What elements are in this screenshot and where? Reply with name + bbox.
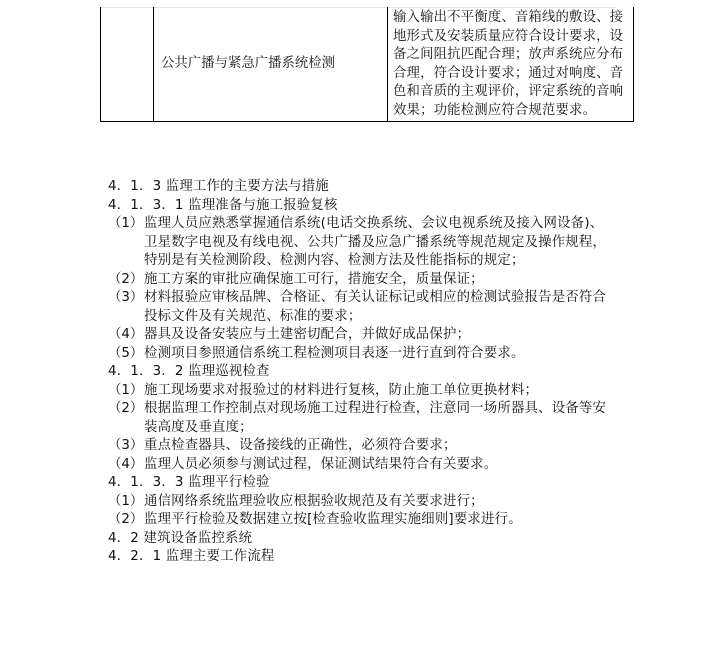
inspection-table [100,7,634,122]
list-item-number: （4） [108,456,144,472]
table-cell-item: 公共广播与紧急广播系统检测 [154,7,388,122]
section-heading-4-1-3-3: 4．1．3．3 监理平行检验 [108,475,270,490]
table-cell-requirement: 输入输出不平衡度、音箱线的敷设、接地形式及安装质量应符合设计要求，设备之间阻抗匹配合理；放声系统应分布合理，符合设计要求；通过对响度、音色和音质的主观评价，评定系统的音响效果；功能检测应符合规范要求。 [388,7,634,122]
list-item-text: 器具及设备安装应与土建密切配合，并做好成品保护； [144,327,471,342]
list-item [108,437,616,456]
list-item [108,511,616,530]
list-item-text: 监理人员应熟悉掌握通信系统(电话交换系统、会议电视系统及接入网设备)、卫星数字电视及有线电视、公共广播及应急广播系统等规范规定及操作规程，特别是有关检测阶段、检测内容、检测方法及性能指标的规定； [144,216,607,268]
table-cell-index [101,7,154,122]
list-item-text: 监理平行检验及数据建立按[检查验收监理实施细则]要求进行。 [144,512,522,527]
list-item-text: 施工方案的审批应确保施工可行，措施安全，质量保证； [144,271,484,287]
list-item-number: （3） [108,438,144,453]
section-heading-4-2: 4．2 建筑设备监控系统 [108,530,253,546]
list-item-number: （1） [108,493,144,509]
list-item [108,326,616,345]
section-heading-4-1-3-1: 4．1．3．1 监理准备与施工报验复核 [108,197,338,213]
list-item [108,456,616,475]
list-item-number: （1） [108,382,144,398]
list-item-number: （2） [108,512,144,527]
list-item-text: 重点检查器具、设备接线的正确性，必须符合要求； [144,438,457,453]
list-item [108,345,616,364]
list-item-number: （2） [108,271,144,287]
table-row [101,7,634,122]
list-item-number: （4） [108,327,144,342]
list-item-text: 根据监理工作控制点对现场施工过程进行检查，注意同一场所器具、设备等安装高度及垂直度； [144,401,607,435]
list-item-number: （1） [108,216,144,231]
list-item [108,400,616,437]
list-item [108,215,616,271]
list-item [108,289,616,326]
document-body [108,178,616,567]
list-item-text: 材料报验应审核品牌、合格证、有关认证标记或相应的检测试验报告是否符合投标文件及有关规范、标准的要求； [144,290,607,324]
list-item-text: 监理人员必须参与测试过程，保证测试结果符合有关要求。 [144,456,498,472]
section-heading-4-1-3-2: 4．1．3．2 监理巡视检查 [108,364,270,379]
list-item-text: 通信网络系统监理验收应根据验收规范及有关要求进行； [144,493,484,509]
list-item-text: 施工现场要求对报验过的材料进行复核，防止施工单位更换材料； [144,382,539,398]
list-item [108,271,616,290]
list-item-number: （5） [108,345,144,361]
list-item [108,382,616,401]
list-item-number: （3） [108,290,144,305]
list-item [108,493,616,512]
section-heading-4-1-3: 4．1．3 监理工作的主要方法与措施 [108,179,329,194]
section-heading-4-2-1: 4．2．1 监理主要工作流程 [108,549,275,564]
list-item-text: 检测项目参照通信系统工程检测项目表逐一进行直到符合要求。 [144,345,525,361]
list-item-number: （2） [108,401,144,416]
